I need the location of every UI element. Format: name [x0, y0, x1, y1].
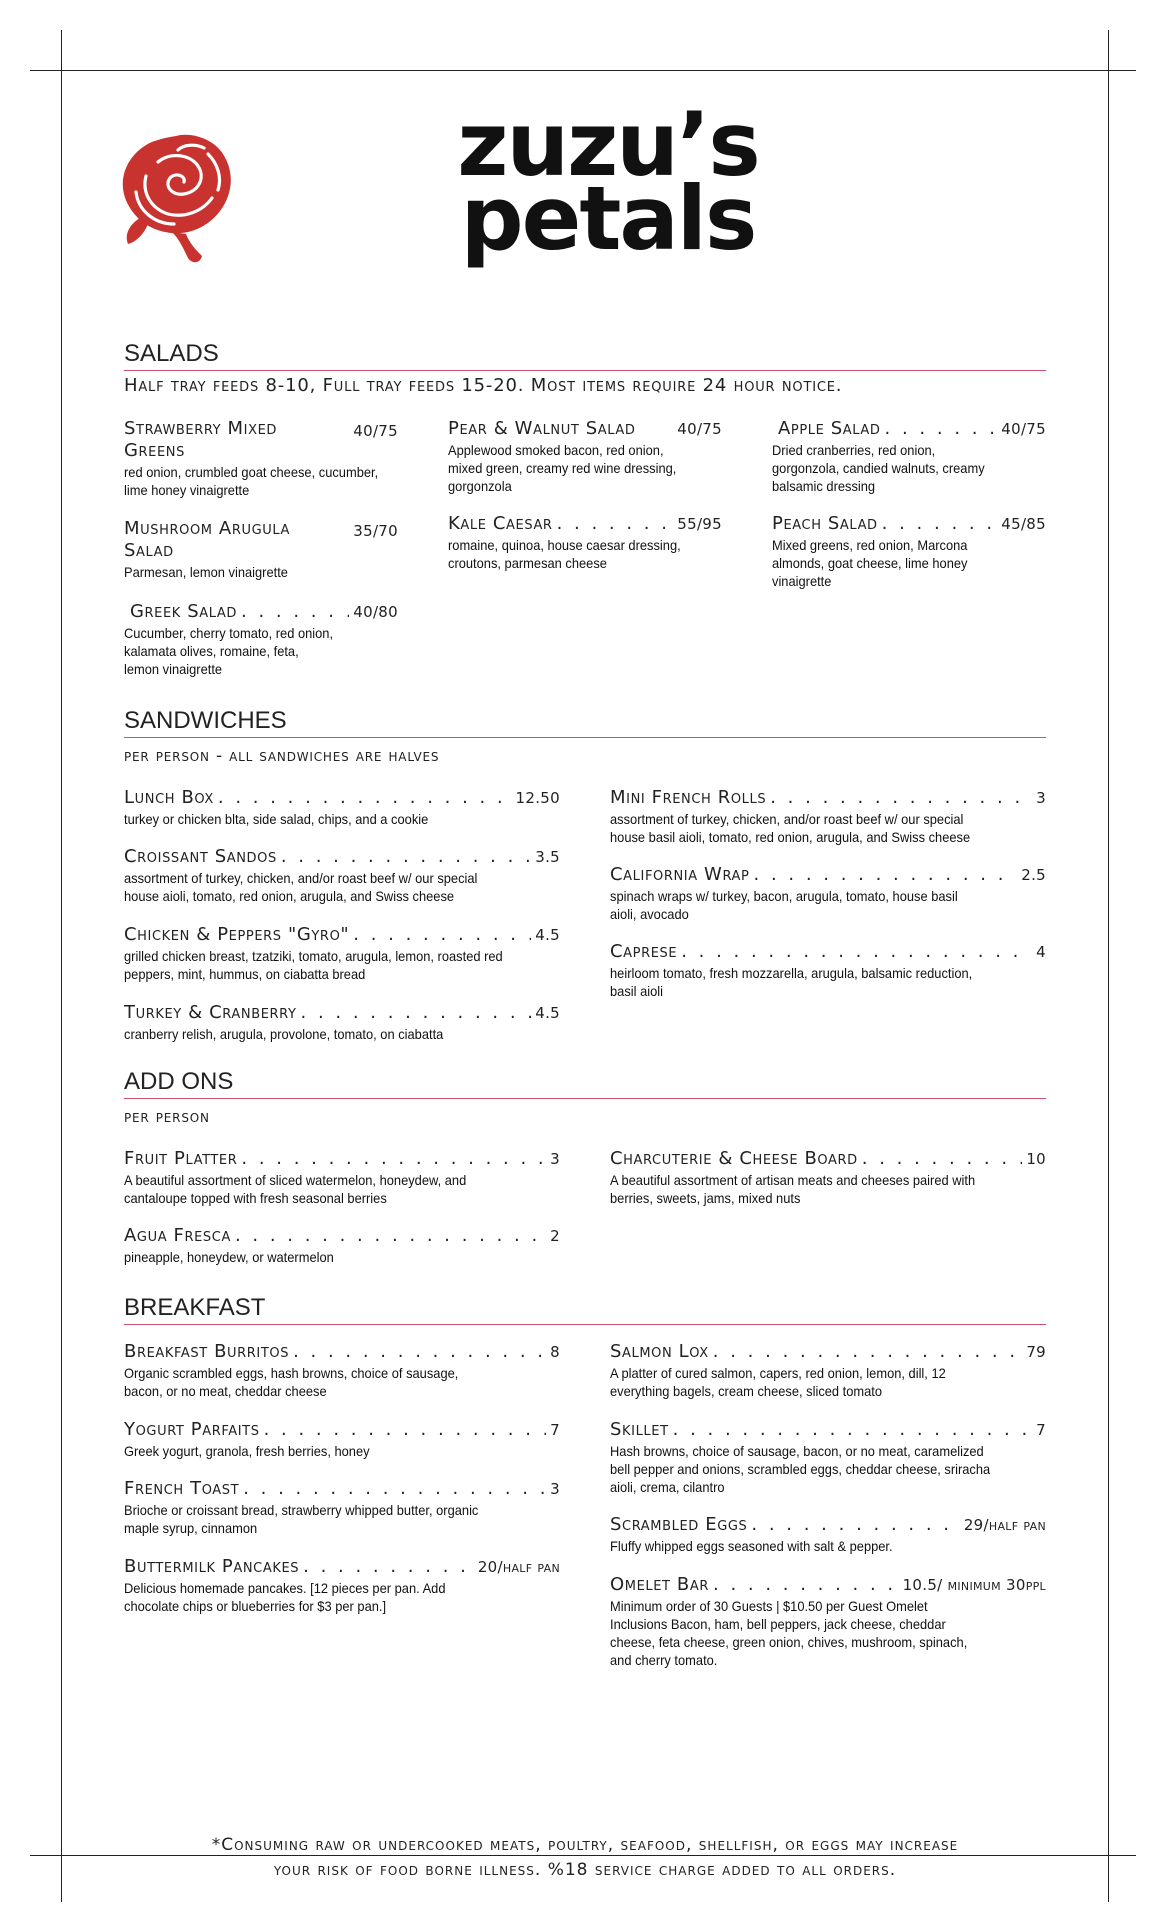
item-name: California Wrap [610, 864, 750, 885]
menu-item [124, 1556, 560, 1615]
item-desc: Greek yogurt, granola, fresh berries, honey [124, 1443, 370, 1459]
item-desc: Hash browns, choice of sausage, bacon, or no meat, caramelized bell pepper and onions, scrambled eggs, cheddar cheese, sriracha aioli, crema, cilantro [610, 1443, 991, 1495]
menu-item [448, 513, 722, 572]
breakfast-heading: BREAKFAST [124, 1294, 1046, 1325]
menu-item [610, 941, 1046, 1000]
item-desc: Dried cranberries, red onion, gorgonzola, candied walnuts, creamy balsamic dressing [772, 442, 985, 494]
salads-note: Half tray feeds 8-10, Full tray feeds 15-20. Most items require 24 hour notice. [124, 375, 843, 396]
item-desc: Organic scrambled eggs, hash browns, choice of sausage, bacon, or no meat, cheddar cheese [124, 1365, 459, 1399]
item-name: Apple Salad [778, 418, 881, 439]
item-price: 3 [550, 1480, 560, 1498]
item-desc: A platter of cured salmon, capers, red onion, lemon, dill, 12 everything bagels, cream cheese, sliced tomato [610, 1365, 946, 1399]
rose-icon [118, 132, 236, 264]
item-desc: heirloom tomato, fresh mozzarella, arugula, balsamic reduction, basil aioli [610, 965, 973, 999]
item-name: Mushroom Arugula Salad [124, 518, 290, 561]
item-desc: Delicious homemade pancakes. [12 pieces per pan. Add chocolate chips or blueberries for $3 per pan.] [124, 1580, 446, 1614]
sandwiches-note: per person - all sandwiches are halves [124, 746, 440, 766]
item-desc: pineapple, honeydew, or watermelon [124, 1249, 334, 1265]
item-price: 2.5 [1021, 866, 1046, 884]
menu-item [448, 418, 722, 495]
crop-mark-left [61, 30, 62, 1902]
menu-item [610, 1148, 1046, 1207]
menu-item [772, 513, 1046, 590]
item-price: 2 [550, 1227, 560, 1245]
item-price: 3 [1036, 789, 1046, 807]
item-name: Kale Caesar [448, 513, 553, 534]
menu-item [610, 864, 1046, 923]
brand-name-line1: zuzu’s [457, 93, 759, 196]
item-price: 3 [550, 1150, 560, 1168]
item-price: 10 [1026, 1150, 1046, 1168]
menu-item [124, 1148, 560, 1207]
item-price: 79 [1026, 1343, 1046, 1361]
item-desc: turkey or chicken blta, side salad, chips, and a cookie [124, 811, 429, 827]
item-name: Croissant Sandos [124, 846, 277, 867]
item-name: Skillet [610, 1419, 669, 1440]
item-price: 40/75 [677, 420, 722, 438]
item-desc: Applewood smoked bacon, red onion, mixed green, creamy red wine dressing, gorgonzola [448, 442, 677, 494]
menu-item [124, 846, 560, 905]
menu-item [610, 1574, 1046, 1669]
item-desc: spinach wraps w/ turkey, bacon, arugula, tomato, house basil aioli, avocado [610, 888, 958, 922]
item-desc: A beautiful assortment of artisan meats and cheeses paired with berries, sweets, jams, mixed nuts [610, 1172, 976, 1206]
item-desc: Parmesan, lemon vinaigrette [124, 564, 288, 580]
menu-item [124, 1341, 560, 1400]
menu-item [772, 418, 1046, 495]
menu-item [610, 1419, 1046, 1496]
footer-line1: *Consuming raw or undercooked meats, poultry, seafood, shellfish, or eggs may increase [211, 1835, 959, 1855]
item-name: Charcuterie & Cheese Board [610, 1148, 858, 1169]
item-price: 40/75 [1001, 420, 1046, 438]
item-desc: assortment of turkey, chicken, and/or roast beef w/ our special house aioli, tomato, red onion, arugula, and Swiss cheese [124, 870, 478, 904]
item-desc: Minimum order of 30 Guests | $10.50 per Guest Omelet Inclusions Bacon, ham, bell peppers, jack cheese, cheddar cheese, feta cheese, green onion, chives, mushroom, spinach, and cherry tomato. [610, 1598, 968, 1668]
sandwiches-heading: SANDWICHES [124, 707, 1046, 738]
item-name: Greek Salad [130, 601, 238, 622]
item-desc: cranberry relish, arugula, provolone, tomato, on ciabatta [124, 1026, 444, 1042]
addons-heading: ADD ONS [124, 1068, 1046, 1099]
menu-item [124, 1419, 560, 1460]
item-name: Salmon Lox [610, 1341, 709, 1362]
item-name: Breakfast Burritos [124, 1341, 290, 1362]
item-price: 8 [550, 1343, 560, 1361]
menu-item [124, 418, 398, 499]
item-desc: Cucumber, cherry tomato, red onion, kalamata olives, romaine, feta, lemon vinaigrette [124, 625, 334, 677]
item-name: Peach Salad [772, 513, 878, 534]
item-name: Strawberry Mixed Greens [124, 418, 278, 461]
item-name: Agua Fresca [124, 1225, 231, 1246]
item-desc: Fluffy whipped eggs seasoned with salt & pepper. [610, 1538, 893, 1554]
menu-item [610, 1341, 1046, 1400]
brand-title [438, 93, 778, 270]
item-desc: assortment of turkey, chicken, and/or roast beef w/ our special house basil aioli, tomato, red onion, arugula, and Swiss cheese [610, 811, 971, 845]
item-name: Pear & Walnut Salad [448, 418, 636, 439]
item-name: Caprese [610, 941, 678, 962]
item-price: 7 [1036, 1421, 1046, 1439]
brand-name-line2: petals [460, 167, 756, 270]
item-desc: grilled chicken breast, tzatziki, tomato, arugula, lemon, roasted red peppers, mint, hummus, on ciabatta bread [124, 948, 503, 982]
item-price: 55/95 [677, 515, 722, 533]
crop-mark-top [30, 70, 1136, 71]
footer-disclaimer [120, 1833, 1050, 1883]
item-price: 7 [550, 1421, 560, 1439]
item-price: 20/half pan [477, 1558, 560, 1576]
menu-item [124, 787, 560, 828]
menu-item [124, 924, 560, 983]
item-name: Omelet Bar [610, 1574, 709, 1595]
item-price: 29/half pan [963, 1516, 1046, 1534]
menu-item [124, 1225, 560, 1266]
footer-line2: your risk of food borne illness. %18 service charge added to all orders. [273, 1860, 897, 1880]
item-price: 12.50 [515, 789, 560, 807]
item-price: 4.5 [535, 926, 560, 944]
item-desc: Mixed greens, red onion, Marcona almonds, goat cheese, lime honey vinaigrette [772, 537, 968, 589]
item-name: French Toast [124, 1478, 240, 1499]
menu-item [610, 787, 1046, 846]
menu-item [124, 518, 398, 581]
item-price: 35/70 [353, 522, 398, 540]
item-name: Buttermilk Pancakes [124, 1556, 300, 1577]
item-desc: romaine, quinoa, house caesar dressing, croutons, parmesan cheese [448, 537, 681, 571]
crop-mark-right [1108, 30, 1109, 1902]
item-price: 40/80 [353, 603, 398, 621]
item-price: 3.5 [535, 848, 560, 866]
menu-item [124, 1478, 560, 1537]
item-name: Chicken & Peppers "Gyro" [124, 924, 350, 945]
item-name: Fruit Platter [124, 1148, 238, 1169]
menu-item [124, 1002, 560, 1043]
item-desc: red onion, crumbled goat cheese, cucumber, lime honey vinaigrette [124, 464, 379, 498]
menu-item [610, 1514, 1046, 1555]
item-price: 40/75 [353, 422, 398, 440]
salads-heading: SALADS [124, 340, 1046, 371]
item-price: 4 [1036, 943, 1046, 961]
item-name: Turkey & Cranberry [124, 1002, 297, 1023]
item-price: 4.5 [535, 1004, 560, 1022]
item-name: Lunch Box [124, 787, 214, 808]
item-name: Scrambled Eggs [610, 1514, 748, 1535]
menu-item [124, 601, 398, 678]
item-name: Yogurt Parfaits [124, 1419, 260, 1440]
item-desc: Brioche or croissant bread, strawberry whipped butter, organic maple syrup, cinnamon [124, 1502, 479, 1536]
item-price: 45/85 [1001, 515, 1046, 533]
item-price: 10.5/ minimum 30ppl [902, 1576, 1046, 1594]
item-desc: A beautiful assortment of sliced watermelon, honeydew, and cantaloupe topped with fresh seasonal berries [124, 1172, 467, 1206]
addons-note: per person [124, 1107, 210, 1127]
item-name: Mini French Rolls [610, 787, 767, 808]
